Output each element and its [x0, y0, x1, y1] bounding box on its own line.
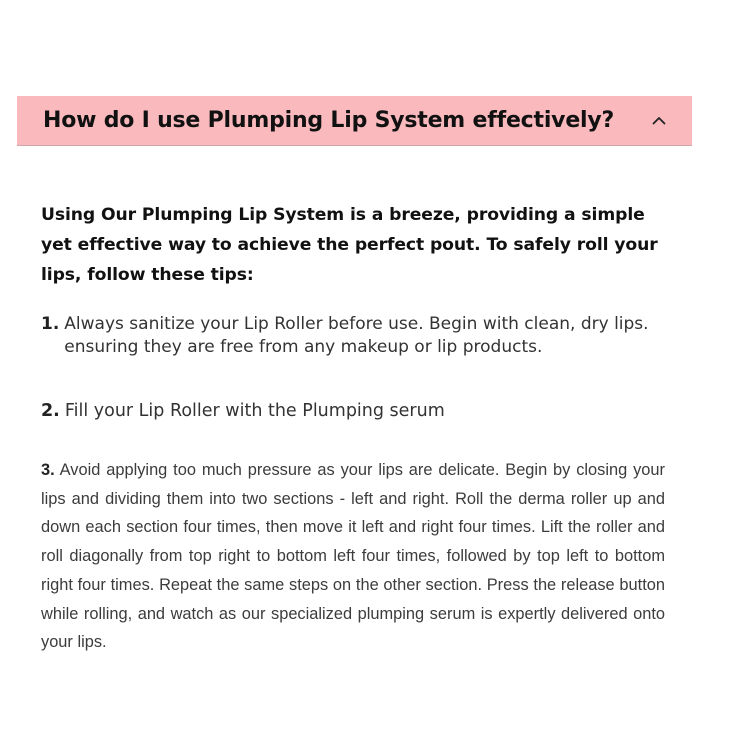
step-number: 2.: [41, 401, 60, 421]
faq-accordion-header[interactable]: [17, 96, 692, 146]
faq-answer: [41, 200, 666, 652]
step-item: [41, 399, 666, 423]
step-item: [41, 313, 666, 359]
step-number: 1.: [41, 314, 60, 334]
step-text: Fill your Lip Roller with the Plumping serum: [64, 401, 445, 421]
step-item: [41, 456, 665, 657]
step-text: Avoid applying too much pressure as your lips are delicate. Begin by closing your lips and dividing them into two sections - left and right. Roll the derma roller up and down each section four times, then move it left and right four times. Lift the roller and roll diagonally from top right to bottom left four times, followed by top left to bottom right four times. Repeat the same steps on the other section. Press the release button while rolling, and watch as our specialized plumping serum is expertly delivered onto your lips.: [41, 461, 665, 652]
chevron-up-icon[interactable]: [650, 112, 668, 130]
step-number: 3.: [41, 461, 55, 479]
faq-question: How do I use Plumping Lip System effectively?: [43, 108, 615, 133]
answer-intro: Using Our Plumping Lip System is a breeze, providing a simple yet effective way to achieve the perfect pout. To safely roll your lips, follow these tips:: [41, 205, 658, 285]
step-text: Always sanitize your Lip Roller before use. Begin with clean, dry lips. ensuring they are free from any makeup or lip products.: [64, 314, 649, 357]
